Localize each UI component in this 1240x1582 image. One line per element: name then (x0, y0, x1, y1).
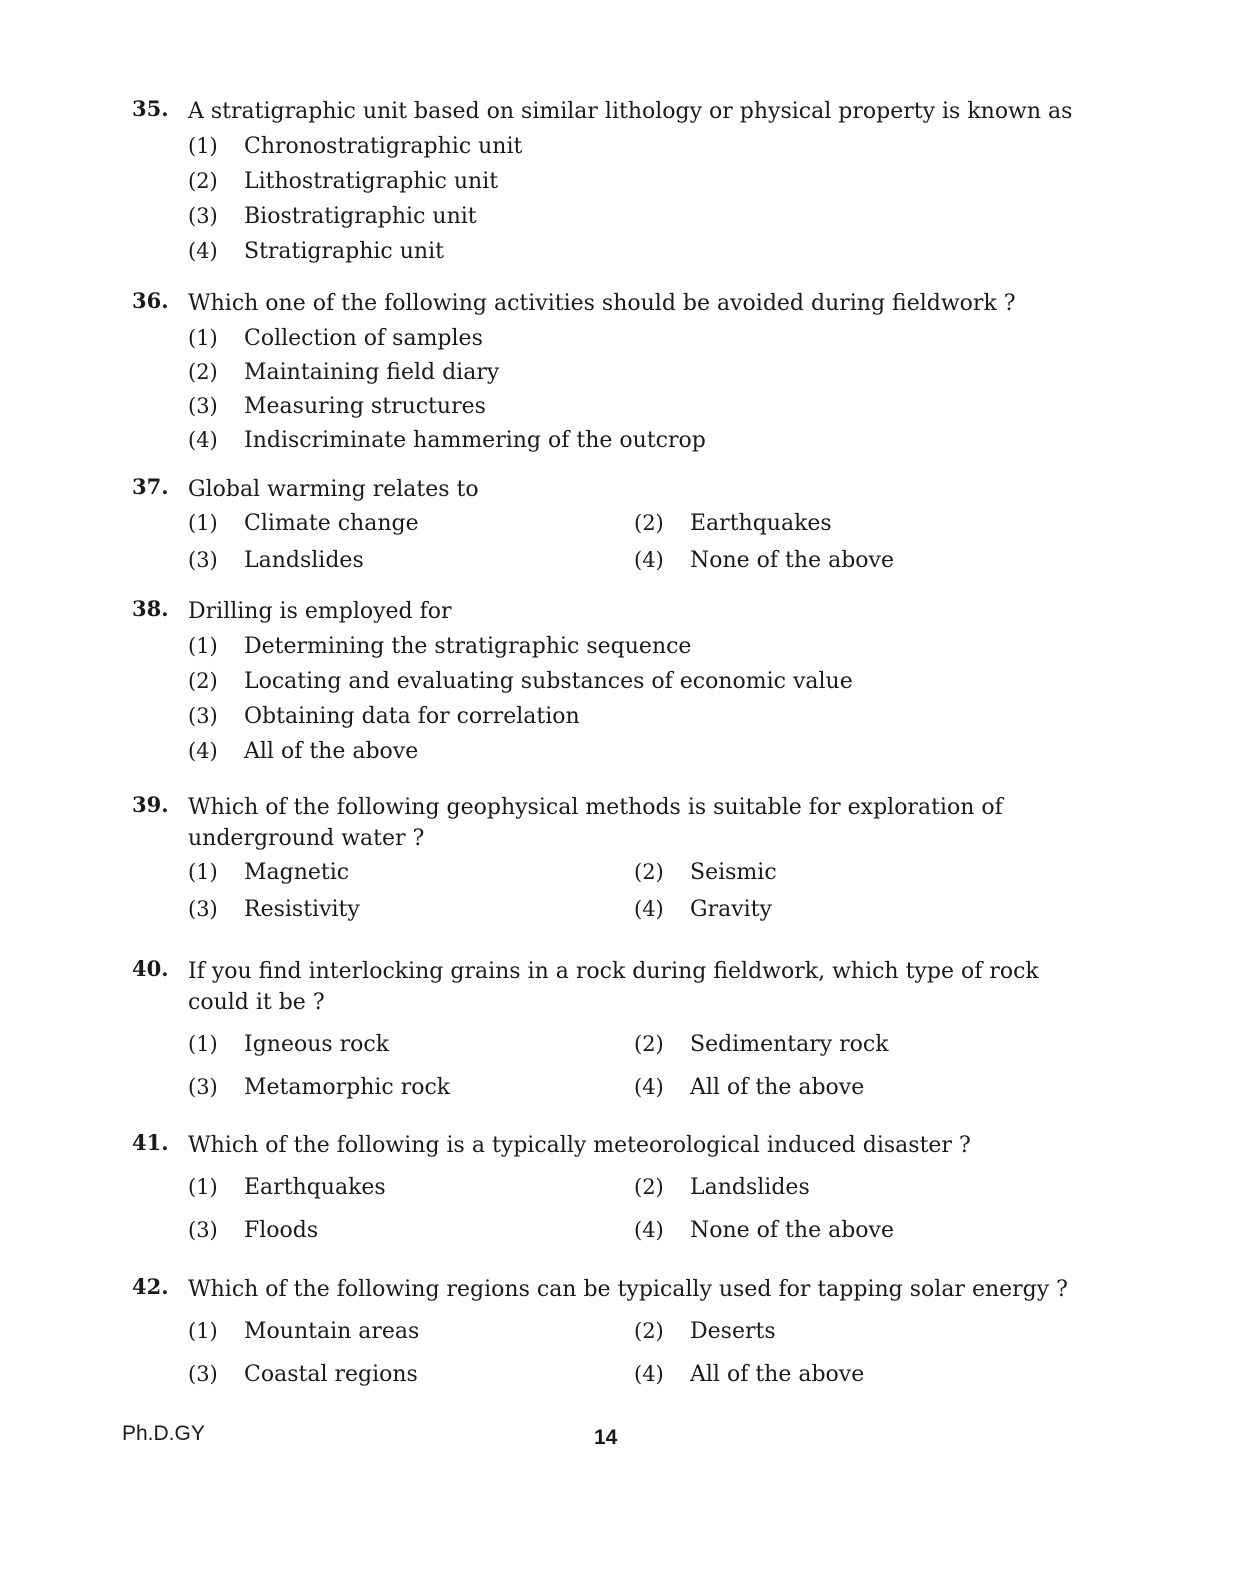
option-text: Biostratigraphic unit (244, 204, 477, 229)
option-2 (634, 1028, 1080, 1061)
option-2 (188, 664, 1110, 699)
option-3 (188, 544, 634, 577)
question-text: Which of the following geophysical methods is suitable for exploration of underground water ? (188, 795, 1003, 851)
question-number: 41. (132, 1130, 169, 1155)
option-number: (2) (634, 860, 664, 884)
option-text: Obtaining data for correlation (244, 704, 580, 729)
option-text: None of the above (690, 548, 894, 573)
option-text: Coastal regions (244, 1362, 418, 1387)
option-4 (634, 1358, 1080, 1391)
question-number: 35. (132, 96, 169, 121)
option-grid (188, 1028, 1110, 1104)
question-text: Which of the following is a typically meteorological induced disaster ? (188, 1133, 971, 1158)
option-number: (3) (188, 1075, 218, 1099)
option-text: Measuring structures (244, 394, 486, 419)
option-number: (3) (188, 704, 218, 728)
option-text: All of the above (690, 1362, 865, 1387)
option-number: (4) (634, 548, 664, 572)
question-42 (120, 1274, 1110, 1391)
question-number: 38. (132, 596, 169, 621)
option-number: (4) (634, 1075, 664, 1099)
option-number: (3) (188, 394, 218, 418)
option-text: Gravity (690, 897, 772, 922)
paper-code: Ph.D.GY (122, 1422, 205, 1445)
option-grid (188, 856, 1110, 926)
option-number: (3) (188, 548, 218, 572)
option-text: None of the above (690, 1218, 894, 1243)
option-text: Sedimentary rock (690, 1032, 889, 1057)
option-number: (1) (188, 1319, 218, 1343)
option-3 (188, 1071, 634, 1104)
option-text: Igneous rock (244, 1032, 390, 1057)
option-1 (188, 321, 1110, 355)
option-1 (188, 1028, 634, 1061)
option-number: (4) (634, 1218, 664, 1242)
option-3 (188, 199, 1110, 234)
option-text: Locating and evaluating substances of economic value (244, 669, 853, 694)
question-39 (120, 792, 1110, 926)
option-grid (188, 1171, 1110, 1247)
question-number: 37. (132, 474, 169, 499)
question-text: A stratigraphic unit based on similar lithology or physical property is known as (188, 99, 1073, 124)
option-1 (188, 129, 1110, 164)
option-4 (188, 734, 1110, 769)
option-4 (188, 234, 1110, 269)
option-1 (188, 507, 634, 540)
option-text: Climate change (244, 511, 419, 536)
option-text: Resistivity (244, 897, 360, 922)
question-text: Global warming relates to (188, 477, 479, 502)
option-number: (2) (634, 1175, 664, 1199)
option-2 (188, 164, 1110, 199)
option-text: Earthquakes (244, 1175, 386, 1200)
option-number: (2) (634, 1032, 664, 1056)
option-number: (3) (188, 1362, 218, 1386)
option-4 (634, 1071, 1080, 1104)
option-text: All of the above (244, 739, 419, 764)
option-number: (1) (188, 860, 218, 884)
option-3 (188, 699, 1110, 734)
option-1 (188, 856, 634, 889)
option-text: Floods (244, 1218, 319, 1243)
option-text: Stratigraphic unit (244, 239, 444, 264)
option-list (188, 629, 1110, 769)
option-text: Lithostratigraphic unit (244, 169, 499, 194)
option-1 (188, 1315, 634, 1348)
option-grid (188, 1315, 1110, 1391)
option-4 (634, 1214, 1080, 1247)
option-3 (188, 1358, 634, 1391)
option-text: Chronostratigraphic unit (244, 134, 523, 159)
option-text: Earthquakes (690, 511, 832, 536)
option-text: Deserts (690, 1319, 776, 1344)
option-3 (188, 893, 634, 926)
question-number: 39. (132, 792, 169, 817)
option-number: (3) (188, 204, 218, 228)
option-text: All of the above (690, 1075, 865, 1100)
option-4 (634, 544, 1080, 577)
question-38 (120, 596, 1110, 769)
option-number: (2) (634, 511, 664, 535)
option-2 (634, 856, 1080, 889)
option-number: (3) (188, 897, 218, 921)
option-number: (4) (188, 739, 218, 763)
option-number: (1) (188, 1175, 218, 1199)
option-grid (188, 507, 1110, 577)
option-number: (2) (188, 360, 218, 384)
question-41 (120, 1130, 1110, 1247)
question-35 (120, 96, 1110, 269)
option-text: Collection of samples (244, 326, 483, 351)
option-text: Metamorphic rock (244, 1075, 451, 1100)
question-40 (120, 956, 1110, 1104)
option-4 (634, 893, 1080, 926)
option-number: (4) (634, 897, 664, 921)
option-2 (634, 1315, 1080, 1348)
option-number: (4) (188, 428, 218, 452)
option-number: (4) (188, 239, 218, 263)
option-2 (188, 355, 1110, 389)
option-1 (188, 1171, 634, 1204)
question-36 (120, 288, 1110, 457)
question-text: Which one of the following activities should be avoided during fieldwork ? (188, 291, 1016, 316)
option-number: (1) (188, 326, 218, 350)
option-number: (1) (188, 134, 218, 158)
option-text: Indiscriminate hammering of the outcrop (244, 428, 706, 453)
question-text: Which of the following regions can be typically used for tapping solar energy ? (188, 1277, 1068, 1302)
option-text: Seismic (690, 860, 777, 885)
option-list (188, 321, 1110, 457)
option-number: (4) (634, 1362, 664, 1386)
question-number: 42. (132, 1274, 169, 1299)
option-text: Maintaining field diary (244, 360, 500, 385)
option-number: (2) (188, 669, 218, 693)
option-3 (188, 1214, 634, 1247)
option-text: Magnetic (244, 860, 350, 885)
option-3 (188, 389, 1110, 423)
question-37 (120, 474, 1110, 577)
option-number: (2) (634, 1319, 664, 1343)
option-number: (3) (188, 1218, 218, 1242)
option-text: Determining the stratigraphic sequence (244, 634, 692, 659)
option-number: (1) (188, 634, 218, 658)
option-2 (634, 1171, 1080, 1204)
option-text: Mountain areas (244, 1319, 420, 1344)
option-number: (1) (188, 511, 218, 535)
option-1 (188, 629, 1110, 664)
option-4 (188, 423, 1110, 457)
page-number: 14 (594, 1426, 618, 1449)
option-text: Landslides (244, 548, 364, 573)
option-2 (634, 507, 1080, 540)
option-number: (2) (188, 169, 218, 193)
question-text: Drilling is employed for (188, 599, 452, 624)
question-number: 36. (132, 288, 169, 313)
option-list (188, 129, 1110, 269)
option-number: (1) (188, 1032, 218, 1056)
question-number: 40. (132, 956, 169, 981)
option-text: Landslides (690, 1175, 810, 1200)
question-text: If you find interlocking grains in a rock during fieldwork, which type of rock could it be ? (188, 959, 1039, 1015)
